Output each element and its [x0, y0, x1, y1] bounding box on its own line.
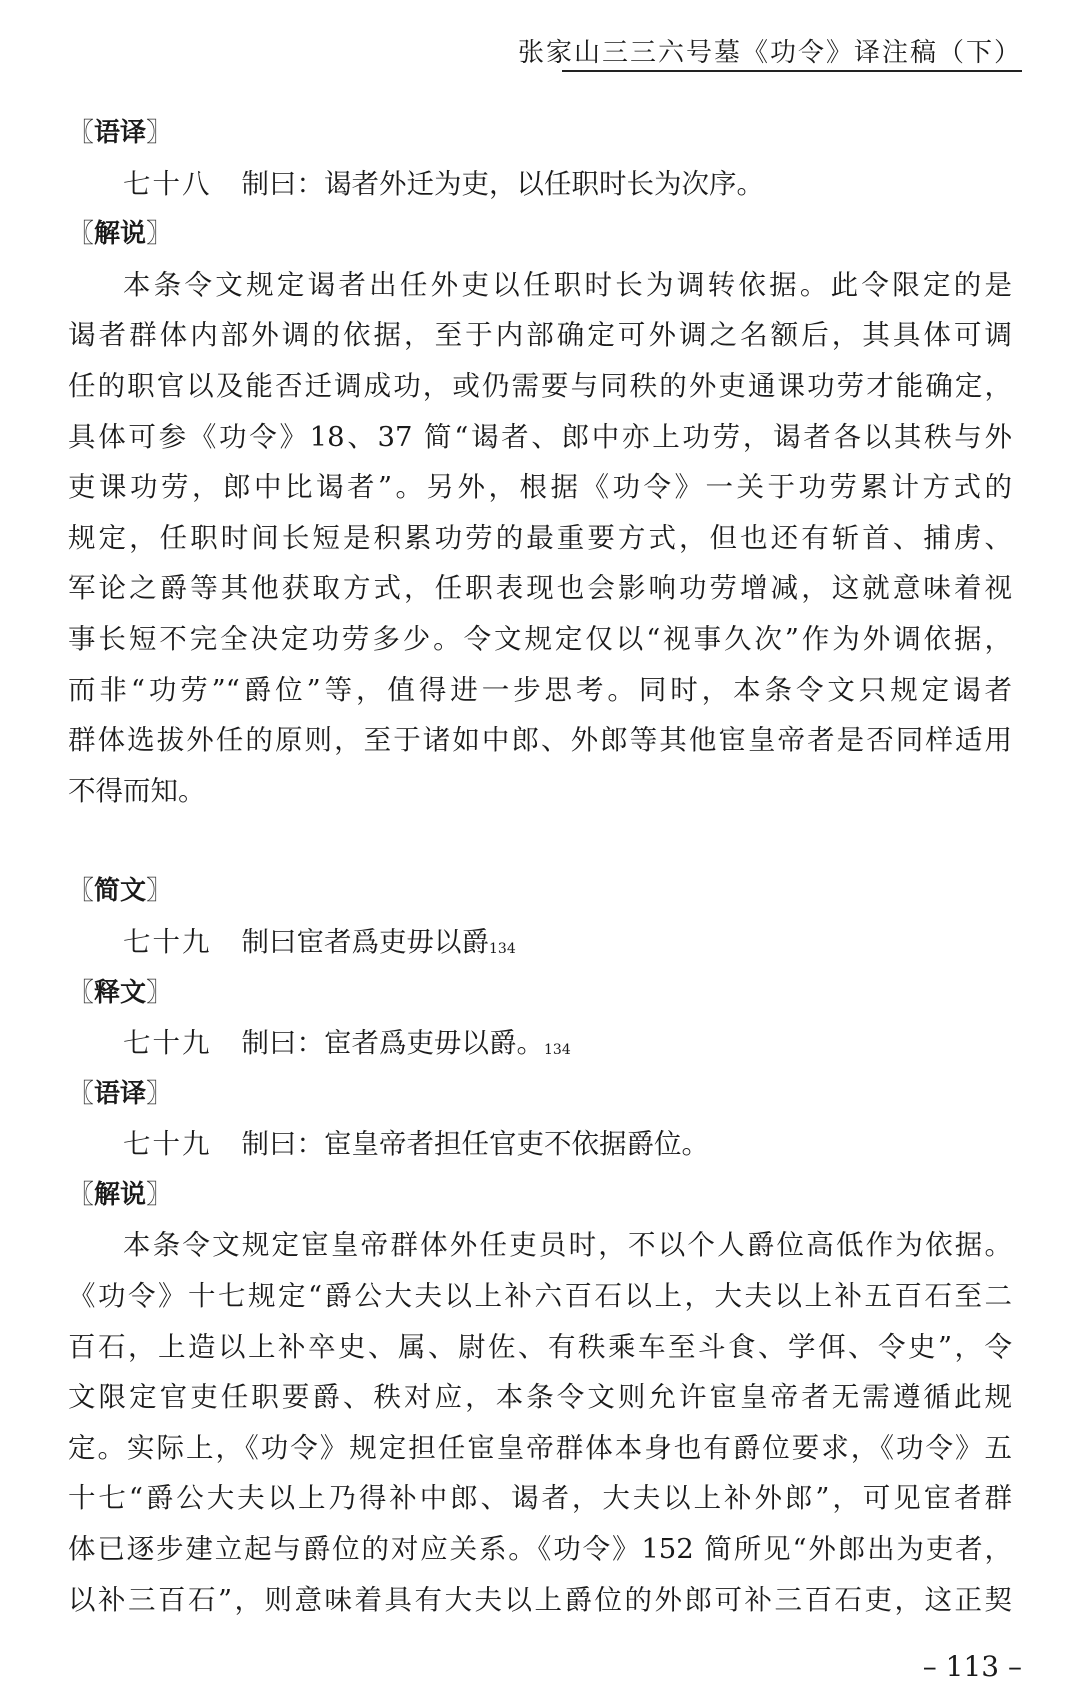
paragraph-line: 规定，任职时间长短是积累功劳的最重要方式，但也还有斩首、捕虏、	[68, 521, 1012, 554]
paragraph-line: 吏课功劳，郎中比谒者”。另外，根据《功令》一关于功劳累计方式的	[68, 471, 1012, 504]
paragraph-line: 谒者群体内部外调的依据，至于内部确定可外调之名额后，其具体可调	[68, 319, 1012, 352]
section-gap	[68, 816, 1012, 866]
header-rule	[562, 70, 1022, 72]
paragraph-line: 而非“功劳”“爵位”等，值得进一步思考。同时，本条令文只规定谒者	[68, 673, 1012, 706]
paragraph-line: 不得而知。	[68, 774, 206, 807]
section-heading-transcription: 〖释文〗	[68, 977, 173, 1008]
slip-number: 134	[489, 940, 516, 957]
paragraph-line: 本条令文规定谒者出任外吏以任职时长为调转依据。此令限定的是	[123, 268, 1012, 301]
paragraph-line: 十七“爵公大夫以上乃得补中郎、谒者，大夫以上补外郎”，可见宦者群	[68, 1482, 1012, 1515]
section-heading-slip-text: 〖简文〗	[68, 876, 173, 907]
page-body	[68, 108, 1012, 1625]
section-heading-translation: 〖语译〗	[68, 1078, 173, 1109]
section-heading-commentary: 〖解说〗	[68, 219, 173, 250]
entry-text: 制曰：谒者外迁为吏，以任职时长为次序。	[241, 167, 764, 200]
running-header	[0, 14, 1080, 72]
page-number: – 113 –	[922, 1650, 1022, 1683]
paragraph-line: 《功令》十七规定“爵公大夫以上补六百石以上，大夫以上补五百石至二	[68, 1280, 1012, 1313]
entry-text: 制曰：宦皇帝者担任官吏不依据爵位。	[241, 1128, 709, 1161]
slip-entry-79	[68, 917, 1012, 968]
paragraph-line: 体已逐步建立起与爵位的对应关系。《功令》152 简所见“外郎出为吏者，	[68, 1533, 1012, 1566]
paragraph-line: 事长短不完全决定功劳多少。令文规定仅以“视事久次”作为外调依据，	[68, 622, 1012, 655]
section-heading-translation: 〖语译〗	[68, 118, 173, 148]
paragraph-line: 具体可参《功令》18、37 简“谒者、郎中亦上功劳，谒者各以其秩与外	[68, 420, 1012, 453]
paragraph-line: 定。实际上，《功令》规定担任宦皇帝群体本身也有爵位要求，《功令》五	[68, 1431, 1012, 1464]
slip-number: 134	[544, 1042, 571, 1059]
header-title: 张家山三三六号墓《功令》译注稿（下）	[517, 38, 1022, 68]
paragraph-line: 百石，上造以上补卒史、属、尉佐、有秩乘车至斗食、学佴、令史”，令	[68, 1330, 1012, 1363]
entry-number: 七十九	[123, 1027, 212, 1060]
paragraph-line: 本条令文规定宦皇帝群体外任吏员时，不以个人爵位高低作为依据。	[123, 1229, 1012, 1262]
section-heading-commentary: 〖解说〗	[68, 1179, 173, 1210]
paragraph-line: 任的职官以及能否迁调成功，或仍需要与同秩的外吏通课功劳才能确定，	[68, 369, 1012, 402]
entry-number: 七十九	[123, 1128, 212, 1161]
entry-text: 制曰宦者爲吏毋以爵	[241, 925, 489, 958]
entry-text: 制曰：宦者爲吏毋以爵。	[241, 1027, 544, 1060]
paragraph-line: 群体选拔外任的原则，至于诸如中郎、外郎等其他宦皇帝者是否同样适用	[68, 724, 1012, 757]
paragraph-line: 军论之爵等其他获取方式，任职表现也会影响功劳增减，这就意味着视	[68, 572, 1012, 605]
commentary-79	[68, 1220, 1012, 1625]
entry-number: 七十八	[123, 167, 212, 200]
translation-entry-79	[68, 1119, 1012, 1170]
translation-entry-78	[68, 159, 1012, 210]
paragraph-line: 以补三百石”，则意味着具有大夫以上爵位的外郎可补三百石吏，这正契	[68, 1583, 1012, 1616]
entry-number: 七十九	[123, 925, 212, 958]
transcription-entry-79	[68, 1018, 1012, 1069]
paragraph-line: 文限定官吏任职要爵、秩对应，本条令文则允许宦皇帝者无需遵循此规	[68, 1381, 1012, 1414]
commentary-78	[68, 260, 1012, 817]
